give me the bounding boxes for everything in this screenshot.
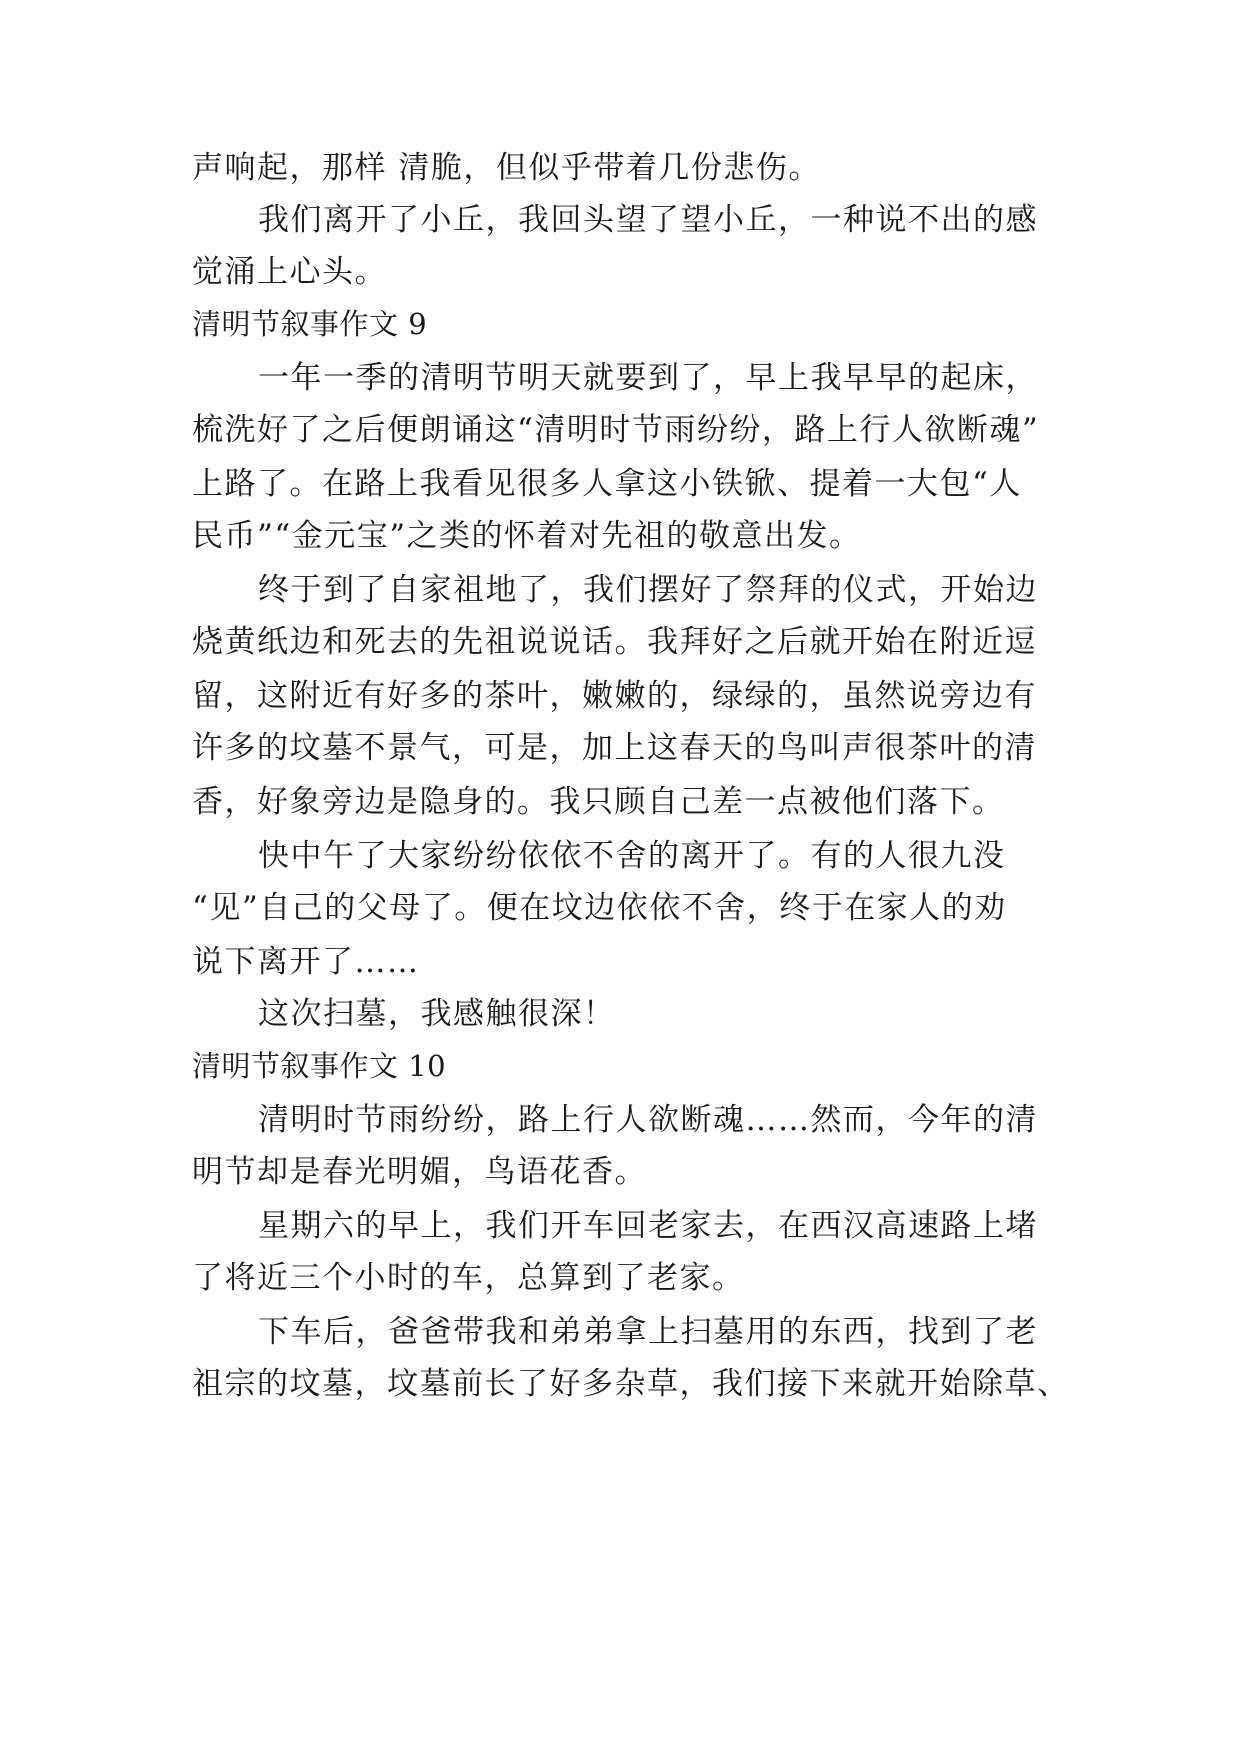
text-line: 香，好象旁边是隐身的。我只顾自己差一点被他们落下。	[192, 784, 1005, 820]
text-line: 快中午了大家纷纷依依不舍的离开了。有的人很九没	[258, 838, 1006, 874]
text-line: 烧黄纸边和死去的先祖说说话。我拜好之后就开始在附近逗	[192, 624, 1037, 660]
text-line: 下车后，爸爸带我和弟弟拿上扫墓用的东西，找到了老	[258, 1314, 1038, 1350]
text-line: 终于到了自家祖地了，我们摆好了祭拜的仪式，开始边	[258, 572, 1038, 608]
text-line: 留，这附近有好多的茶叶，嫩嫩的，绿绿的，虽然说旁边有	[192, 678, 1037, 714]
text-line: 上路了。在路上我看见很多人拿这小铁锨、提着一大包“人	[192, 466, 1022, 502]
text-line: 觉涌上心头。	[192, 254, 387, 290]
text-line: 清明时节雨纷纷，路上行人欲断魂……然而，今年的清	[258, 1102, 1038, 1138]
text-line: 了将近三个小时的车，总算到了老家。	[192, 1260, 745, 1296]
text-line: 祖宗的坟墓，坟墓前长了好多杂草，我们接下来就开始除草、	[192, 1366, 1070, 1402]
section-heading-9: 清明节叙事作文 9	[192, 307, 428, 341]
text-line: 一年一季的清明节明天就要到了，早上我早早的起床，	[258, 360, 1038, 396]
text-line: 民币”“金元宝”之类的怀着对先祖的敬意出发。	[192, 518, 862, 554]
text-line: “见”自己的父母了。便在坟边依依不舍，终于在家人的劝	[192, 890, 1007, 926]
text-line: 这次扫墓，我感触很深！	[258, 996, 616, 1032]
text-line: 明节却是春光明媚，鸟语花香。	[192, 1154, 647, 1190]
text-line: 声响起，那样 清脆，但似乎带着几份悲伤。	[192, 150, 821, 186]
text-line: 梳洗好了之后便朗诵这“清明时节雨纷纷，路上行人欲断魂”	[192, 412, 1040, 448]
text-line: 我们离开了小丘，我回头望了望小丘，一种说不出的感	[258, 202, 1038, 238]
text-line: 星期六的早上，我们开车回老家去，在西汉高速路上堵	[258, 1208, 1038, 1244]
text-line: 说下离开了……	[192, 944, 420, 980]
text-line: 许多的坟墓不景气，可是，加上这春天的鸟叫声很茶叶的清	[192, 730, 1037, 766]
section-heading-10: 清明节叙事作文 10	[192, 1049, 447, 1083]
